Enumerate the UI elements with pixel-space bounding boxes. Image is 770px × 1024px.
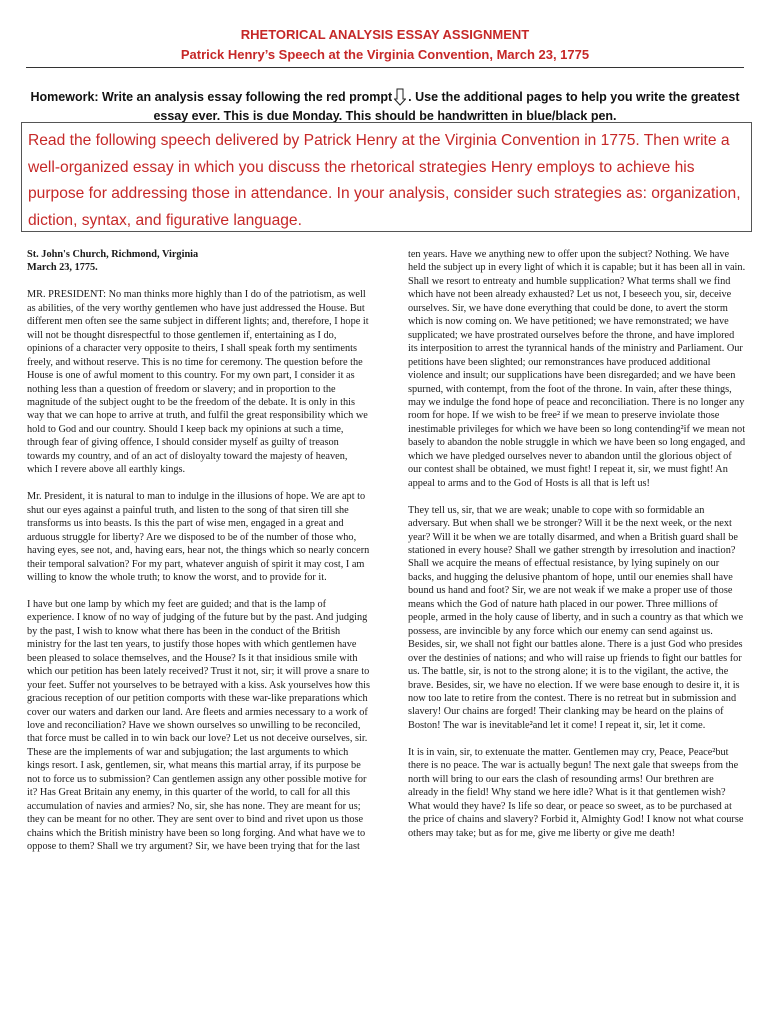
homework-text-start: Homework: Write an analysis essay following the red prompt bbox=[30, 90, 393, 104]
speech-date: March 23, 1775. bbox=[27, 262, 98, 274]
speech-paragraph: It is in vain, sir, to extenuate the matter. Gentlemen may cry, Peace, Peace²but there is no peace. The war is actually begun! The next gale that sweeps from the north will bring to our ears the clash of resounding arms! Our brethren are already in the field! Why stand we here idle? What is it that gentlemen wish? What would they have? Is life so dear, or peace so sweet, as to be purchased at the price of chains and slavery? Forbid it, Almighty God! I know not what course others may take; but as for me, give me liberty or give me death! bbox=[408, 746, 744, 839]
down-arrow-icon bbox=[394, 88, 406, 106]
homework-instructions bbox=[30, 88, 740, 126]
assignment-title: RHETORICAL ANALYSIS ESSAY ASSIGNMENT bbox=[240, 27, 530, 42]
homework-text-end: . Use the additional pages to help you write the greatest essay ever. This is due Monday. This should be handwritten in blue/black pen. bbox=[153, 90, 740, 123]
essay-prompt-text: Read the following speech delivered by Patrick Henry at the Virginia Convention in 1775. Then write a well-organized essay in which you discuss the rhetorical strategies Henry employs to achieve his purpose for addressing those in attendance. In your analysis, consider such strategies as: organization, diction, syntax, and figurative language. bbox=[28, 132, 741, 229]
speech-paragraph: ten years. Have we anything new to offer upon the subject? Nothing. We have held the subject up in every light of which it is capable; but it has been all in vain. Shall we resort to entreaty and humble supplication? What terms shall we find which have not been already exhausted? Let us not, I beseech you, sir, deceive ourselves. Sir, we have done everything that could be done, to avert the storm which is now coming on. We have petitioned; we have remonstrated; we have supplicated; we have prostrated ourselves before the throne, and have implored its interposition to arrest the tyrannical hands of the ministry and Parliament. Our petitions have been slighted; our remonstrances have produced additional violence and insult; our supplications have been disregarded; and we have been spurned, with contempt, from the foot of the throne. In vain, after these things, may we indulge the fond hope of peace and reconciliation. There is no longer any room for hope. If we wish to be free² if we mean to preserve inviolate those inestimable privileges for which we have been so long contending²if we mean not basely to abandon the noble struggle in which we have been so long engaged, and which we have pledged ourselves never to abandon until the glorious object of our contest shall be obtained, we must fight! I repeat it, sir, we must fight! An appeal to arms and to the God of Hosts is all that is left us! bbox=[408, 249, 746, 489]
speech-paragraph: Mr. President, it is natural to man to indulge in the illusions of hope. We are apt to shut our eyes against a painful truth, and listen to the song of that siren till she transforms us into beasts. Is this the part of wise men, engaged in a great and arduous struggle for liberty? Are we disposed to be of the number of those who, having eyes, see not, and, having ears, hear not, the things which so nearly concern their temporal salvation? For my part, whatever anguish of spirit it may cost, I am willing to know the whole truth; to know the worst, and to provide for it. bbox=[27, 491, 370, 583]
speech-paragraph: I have but one lamp by which my feet are guided; and that is the lamp of experience. I know of no way of judging of the future but by the past. And judging by the past, I wish to know what there has been in the conduct of the British ministry for the last ten years, to justify those hopes with which gentlemen have been pleased to solace themselves, and the House? Is it that insidious smile with which our petition has been lately received? Trust it not, sir; it will prove a snare to your feet. Suffer not yourselves to be betrayed with a kiss. Ask yourselves how this gracious reception of our petition comports with these war-like preparations which cover our waters and darken our land. Are fleets and armies necessary to a work of love and reconciliation? Have we shown ourselves so unwilling to be reconciled, that force must be called in to win back our love? Let us not deceive ourselves, sir. These are the implements of war and subjugation; the last arguments to which kings resort. I ask, gentlemen, sir, what means this martial array, if its purpose be not to force us to submission? Can gentlemen assign any other possible motive for it? Has Great Britain any enemy, in this quarter of the world, to call for all this accumulation of navies and armies? No, sir, she has none. They are meant for us; they can be meant for no other. They are sent over to bind and rivet upon us those chains which the British ministry have been so long forging. And what have we to oppose to them? Shall we try argument? Sir, we have been trying that for the last bbox=[27, 598, 370, 853]
speech-paragraph: MR. PRESIDENT: No man thinks more highly than I do of the patriotism, as well as abilities, of the very worthy gentlemen who have just addressed the House. But different men often see the same subject in different lights; and, therefore, I hope it will not be thought disrespectful to those gentlemen if, entertaining as I do, opinions of a character very opposite to theirs, I shall speak forth my sentiments freely, and without reserve. This is no time for ceremony. The question before the House is one of awful moment to this country. For my own part, I consider it as nothing less than a question of freedom or slavery; and in proportion to the magnitude of the subject ought to be the freedom of the debate. It is only in this way that we can hope to arrive at truth, and fulfil the great responsibility which we hold to God and our country. Should I keep back my opinions at such a time, through fear of giving offence, I should consider myself as guilty of treason towards my country, and of an act of disloyalty toward the majesty of heaven, which I revere above all earthly kings. bbox=[27, 289, 369, 476]
assignment-subtitle: Patrick Henry’s Speech at the Virginia Convention, March 23, 1775 bbox=[180, 47, 590, 62]
speech-heading bbox=[27, 248, 371, 275]
essay-prompt-box bbox=[21, 122, 752, 232]
header-divider bbox=[26, 67, 744, 68]
speech-column-left bbox=[27, 248, 371, 867]
speech-column-right bbox=[408, 248, 746, 854]
speech-paragraph: They tell us, sir, that we are weak; unable to cope with so formidable an adversary. But when shall we be stronger? Will it be the next week, or the next year? Will it be when we are totally disarmed, and when a British guard shall be stationed in every house? Shall we gather strength by irresolution and inaction? Shall we acquire the means of effectual resistance, by lying supinely on our backs, and hugging the delusive phantom of hope, until our enemies shall have bound us hand and foot? Sir, we are not weak if we make a proper use of those means which the God of nature hath placed in our power. Three millions of people, armed in the holy cause of liberty, and in such a country as that which we possess, are invincible by any force which our enemy can send against us. Besides, sir, we shall not fight our battles alone. There is a just God who presides over the destinies of nations; and who will raise up friends to fight our battles for us. The battle, sir, is not to the strong alone; it is to the vigilant, the active, the brave. Besides, sir, we have no election. If we were base enough to desire it, it is now too late to retire from the contest. There is no retreat but in submission and slavery! Our chains are forged! Their clanking may be heard on the plains of Boston! The war is inevitable²and let it come! I repeat it, sir, let it come. bbox=[408, 504, 744, 731]
speech-location: St. John's Church, Richmond, Virginia bbox=[27, 249, 199, 260]
